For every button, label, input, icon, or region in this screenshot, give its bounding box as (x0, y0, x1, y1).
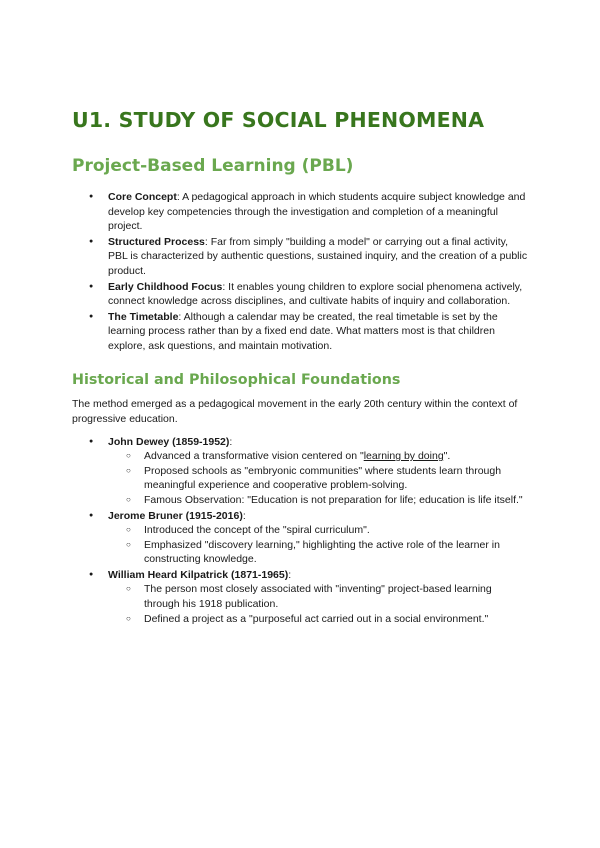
colon: : (242, 509, 246, 522)
sub-list (108, 582, 530, 626)
sub-list-item (108, 449, 530, 464)
term: Core Concept (108, 191, 177, 203)
colon: : (229, 435, 233, 448)
sub-list-item: ○ Proposed schools as "embryonic communities" where students learn through meaningful experience and cooperative problem-solving. (108, 464, 530, 493)
sub-list-item: ○ Emphasized "discovery learning," highlighting the active role of the learner in constructing knowledge. (108, 538, 530, 567)
definition: : A pedagogical approach in which students acquire subject knowledge and develop key competencies through the investigation and completion of a meaningful project. (108, 191, 526, 233)
sub-list (108, 449, 530, 507)
section-heading-pbl: Project-Based Learning (PBL) (72, 156, 354, 176)
text-segment: Advanced a transformative vision centered on " (144, 450, 364, 463)
sub-list-item: ○ Introduced the concept of the "spiral curriculum". (108, 523, 530, 538)
sub-list-item: ○ Defined a project as a "purposeful act carried out in a social environment." (108, 612, 530, 627)
person-name: John Dewey (1859-1952) (108, 435, 230, 448)
person-name: Jerome Bruner (1915-2016) (108, 509, 243, 522)
list-item (72, 235, 530, 279)
list-item (72, 280, 530, 309)
list-item (72, 310, 530, 354)
person-item-bruner (72, 509, 530, 567)
learning-by-doing-link[interactable]: learning by doing (363, 450, 444, 463)
pbl-bullet-list (72, 190, 530, 354)
section-intro: The method emerged as a pedagogical movement in the early 20th century within the context of progressive education. (72, 397, 518, 425)
definition: : Although a calendar may be created, the real timetable is set by the learning process rather than by a fixed end date. What matters most is that children explore, ask questions, and maintain motivation. (108, 310, 498, 352)
document-body (72, 108, 530, 627)
person-item-kilpatrick (72, 568, 530, 626)
term: Early Childhood Focus (108, 280, 223, 293)
text-segment: ". (443, 450, 451, 463)
person-name: William Heard Kilpatrick (1871-1965) (108, 568, 289, 581)
person-item-dewey (72, 435, 530, 508)
term: The Timetable (108, 310, 179, 323)
page-title: U1. STUDY OF SOCIAL PHENOMENA (72, 108, 485, 132)
colon: : (288, 568, 292, 581)
section-heading-foundations: Historical and Philosophical Foundations (72, 371, 401, 388)
list-item (72, 190, 530, 234)
term: Structured Process (108, 235, 205, 248)
definition: : Far from simply "building a model" or carrying out a final activity, PBL is characterized by authentic questions, sustained inquiry, and the creation of a public product. (108, 235, 528, 277)
sub-list-item: ○ Famous Observation: "Education is not preparation for life; education is life itself." (108, 493, 530, 508)
sub-list-item: ○ The person most closely associated with "inventing" project-based learning through his 1918 publication. (108, 582, 530, 611)
foundations-bullet-list (72, 435, 530, 627)
sub-list (108, 523, 530, 567)
definition: : It enables young children to explore social phenomena actively, connect knowledge across disciplines, and cultivate habits of inquiry and collaboration. (108, 280, 523, 308)
